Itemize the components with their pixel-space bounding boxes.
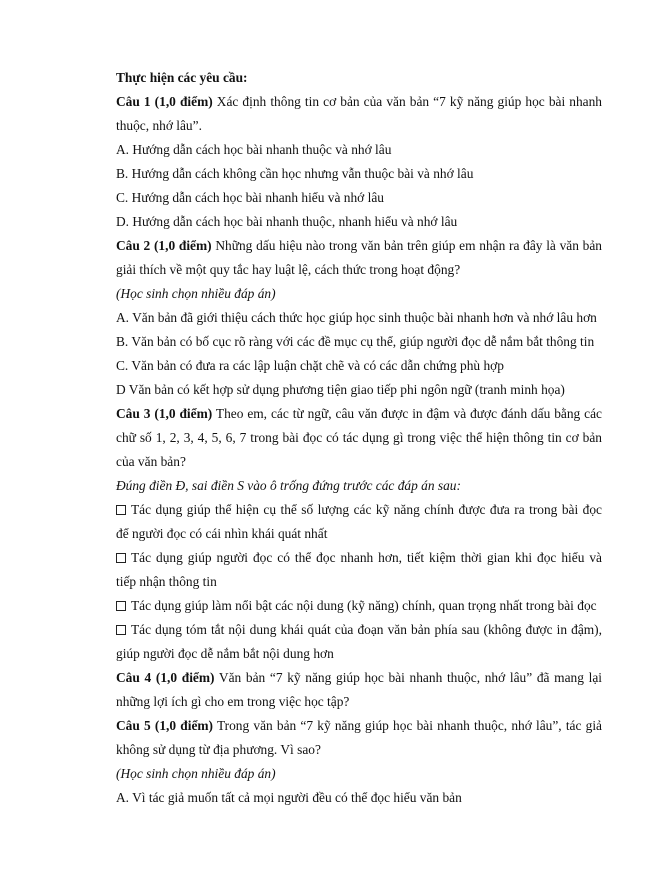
true-false-item: Tác dụng giúp làm nổi bật các nội dung (kỹ năng) chính, quan trọng nhất trong bài đọc: [116, 594, 602, 618]
answer-checkbox[interactable]: [116, 601, 126, 611]
answer-option: D. Hướng dẫn cách học bài nhanh thuộc, nhanh hiểu và nhớ lâu: [116, 214, 458, 229]
question-label: Câu 2 (1,0 điểm): [116, 238, 212, 253]
true-false-item: Tác dụng tóm tắt nội dung khái quát của đoạn văn bản phía sau (không được in đậm),: [116, 618, 602, 642]
instruction-note: Đúng điền Đ, sai điền S vào ô trống đứng trước các đáp án sau:: [116, 478, 461, 493]
question-text: giải thích về một quy tắc hay luật lệ, cách thức trong hoạt động?: [116, 262, 461, 277]
question-4: [116, 666, 602, 714]
question-label: Câu 4 (1,0 điểm): [116, 670, 215, 685]
true-false-item-cont: giúp người đọc dễ nắm bắt nội dung hơn: [116, 646, 334, 661]
question-label: Câu 5 (1,0 điểm): [116, 718, 213, 733]
question-5: [116, 714, 602, 810]
question-text: Theo em, các từ ngữ, câu văn được in đậm và được đánh dấu bằng các: [212, 406, 602, 421]
question-text: những lợi ích gì cho em trong việc học tập?: [116, 694, 350, 709]
answer-option: C. Hướng dẫn cách học bài nhanh hiểu và nhớ lâu: [116, 190, 384, 205]
answer-option: C. Văn bản có đưa ra các lập luận chặt chẽ và có các dẫn chứng phù hợp: [116, 358, 504, 373]
true-false-item-cont: để người đọc có cái nhìn khái quát nhất: [116, 526, 328, 541]
question-1: [116, 90, 602, 234]
question-text: của văn bản?: [116, 454, 186, 469]
question-text: Những dấu hiệu nào trong văn bản trên giúp em nhận ra đây là văn bản: [211, 238, 602, 253]
answer-option: D Văn bản có kết hợp sử dụng phương tiện giao tiếp phi ngôn ngữ (tranh minh họa): [116, 382, 565, 397]
question-text: không sử dụng từ địa phương. Vì sao?: [116, 742, 321, 757]
answer-option: A. Hướng dẫn cách học bài nhanh thuộc và nhớ lâu: [116, 142, 392, 157]
true-false-item: Tác dụng giúp thể hiện cụ thể số lượng các kỹ năng chính được đưa ra trong bài đọc: [116, 498, 602, 522]
answer-option: A. Văn bản đã giới thiệu cách thức học giúp học sinh thuộc bài nhanh hơn và nhớ lâu hơn: [116, 310, 597, 325]
section-heading: Thực hiện các yêu cầu:: [116, 70, 248, 85]
question-text: Xác định thông tin cơ bản của văn bản “7 kỹ năng giúp học bài nhanh: [212, 94, 602, 109]
answer-checkbox[interactable]: [116, 505, 126, 515]
question-label: Câu 1 (1,0 điểm): [116, 94, 213, 109]
question-3: [116, 402, 602, 666]
document-page: [116, 66, 602, 810]
question-text: thuộc, nhớ lâu”.: [116, 118, 202, 133]
question-text: Văn bản “7 kỹ năng giúp học bài nhanh thuộc, nhớ lâu” đã mang lại: [214, 670, 602, 685]
instruction-note: (Học sinh chọn nhiều đáp án): [116, 766, 276, 781]
answer-option: B. Văn bản có bố cục rõ ràng với các đề mục cụ thể, giúp người đọc dễ nắm bắt thông tin: [116, 334, 595, 349]
true-false-item: Tác dụng giúp người đọc có thể đọc nhanh hơn, tiết kiệm thời gian khi đọc hiểu và: [116, 546, 602, 570]
answer-option: B. Hướng dẫn cách không cần học nhưng vẫn thuộc bài và nhớ lâu: [116, 166, 474, 181]
answer-option: A. Vì tác giả muốn tất cả mọi người đều có thể đọc hiểu văn bản: [116, 790, 462, 805]
question-label: Câu 3 (1,0 điểm): [116, 406, 213, 421]
question-text: Trong văn bản “7 kỹ năng giúp học bài nhanh thuộc, nhớ lâu”, tác giả: [213, 718, 602, 733]
true-false-item-cont: tiếp nhận thông tin: [116, 574, 217, 589]
answer-checkbox[interactable]: [116, 553, 126, 563]
question-text: chữ số 1, 2, 3, 4, 5, 6, 7 trong bài đọc có tác dụng gì trong việc thể hiện thông tin cơ bản: [116, 430, 602, 445]
question-2: [116, 234, 602, 402]
instruction-note: (Học sinh chọn nhiều đáp án): [116, 286, 276, 301]
answer-checkbox[interactable]: [116, 625, 126, 635]
